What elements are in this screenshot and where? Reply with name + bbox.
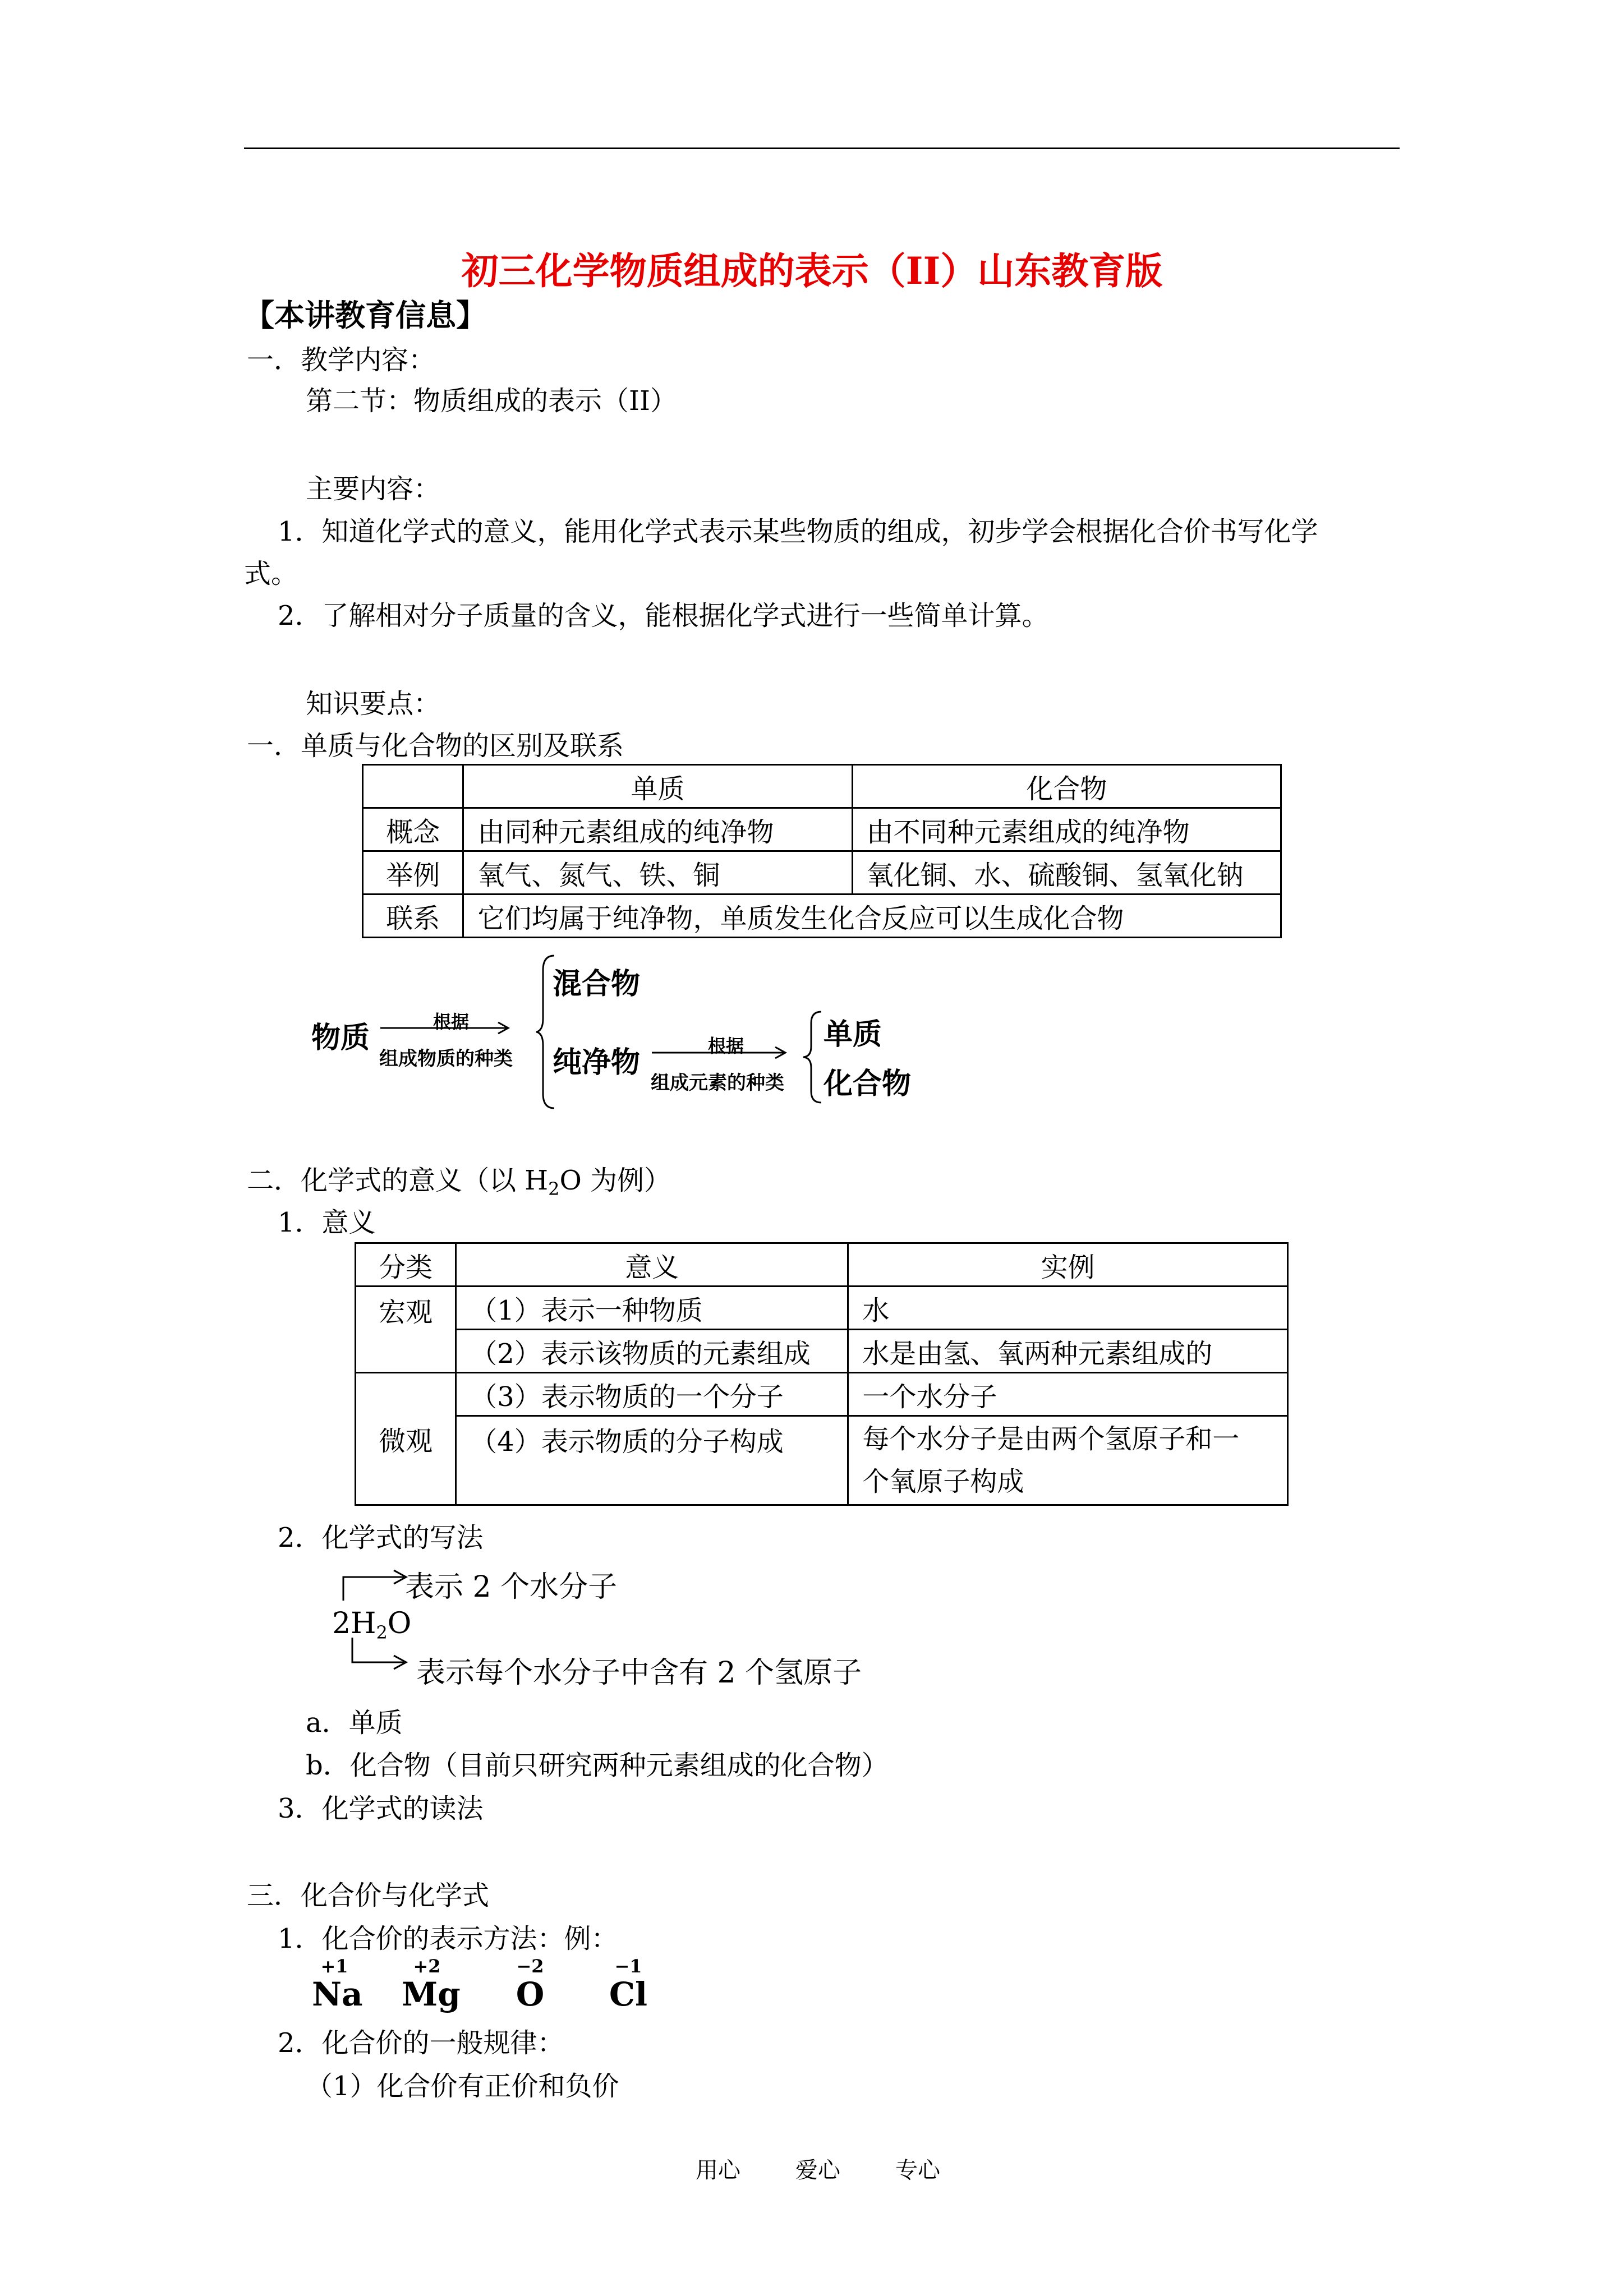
table-header: 分类	[356, 1243, 456, 1287]
table-cell: 水	[848, 1287, 1288, 1330]
table-cell: 水是由氢、氧两种元素组成的	[848, 1330, 1288, 1373]
valence-rule-1: （1）化合价有正价和负价	[306, 2071, 619, 2102]
category-micro: 微观	[356, 1373, 456, 1505]
reading-subheading: 3．化学式的读法	[278, 1793, 484, 1824]
section-title: 第二节：物质组成的表示（II）	[306, 385, 677, 417]
table-row	[363, 895, 1281, 938]
diagram-element: 单质	[823, 1017, 882, 1052]
header-rule	[244, 147, 1400, 149]
table-cell: （3）表示物质的一个分子	[456, 1373, 848, 1416]
category-macro: 宏观	[356, 1287, 456, 1373]
table-cell: 氧化铜、水、硫酸铜、氢氧化钠	[852, 851, 1281, 895]
valence-rules-subheading: 2．化合价的一般规律：	[278, 2027, 564, 2059]
writing-item-a: a．单质	[306, 1707, 403, 1739]
page-title: 初三化学物质组成的表示（II）山东教育版	[461, 249, 1163, 293]
content-item-2: 2．了解相对分子质量的含义，能根据化学式进行一些简单计算。	[278, 600, 1049, 631]
writing-item-b: b．化合物（目前只研究两种元素组成的化合物）	[306, 1750, 889, 1781]
section2-heading: 二．化学式的意义（以 $H_2O$ 为例）	[247, 1165, 671, 1200]
formula-meaning-table	[355, 1242, 1289, 1506]
info-heading: 【本讲教育信息】	[244, 297, 486, 333]
writing-subheading: 2．化学式的写法	[278, 1522, 484, 1553]
table-row	[363, 808, 1281, 851]
footer-text-1: 用心	[696, 2157, 740, 2183]
footer-text-3: 专心	[895, 2157, 940, 2183]
valence-item: −2 O	[516, 1956, 545, 2013]
arrow2-bottom-label: 组成元素的种类	[651, 1072, 784, 1094]
table-header: 实例	[848, 1243, 1288, 1287]
teaching-label: 一．教学内容：	[247, 344, 436, 376]
table-cell: （2）表示该物质的元素组成	[456, 1330, 848, 1373]
table-cell: （1）表示一种物质	[456, 1287, 848, 1330]
table-cell: 它们均属于纯净物，单质发生化合反应可以生成化合物	[463, 895, 1281, 938]
formula-note-1: 表示 2 个水分子	[405, 1570, 618, 1604]
valence-item: −1 Cl	[609, 1956, 648, 2013]
table-cell: 由不同种元素组成的纯净物	[852, 808, 1281, 851]
table-cell: （4）表示物质的分子构成	[456, 1416, 848, 1505]
brace-icon	[801, 1009, 823, 1105]
main-content-label: 主要内容：	[306, 473, 441, 505]
table-header: 化合物	[852, 765, 1281, 808]
section3-heading: 三．化合价与化学式	[247, 1880, 490, 1911]
diagram-compound: 化合物	[823, 1067, 912, 1101]
table-header: 单质	[463, 765, 852, 808]
table-cell: 一个水分子	[848, 1373, 1288, 1416]
section1-heading: 一．单质与化合物的区别及联系	[247, 730, 624, 762]
table-row	[356, 1373, 1288, 1416]
diagram-pure: 纯净物	[553, 1045, 641, 1080]
table-header: 意义	[456, 1243, 848, 1287]
table-row	[356, 1330, 1288, 1373]
row-label: 概念	[363, 808, 463, 851]
table-row	[356, 1287, 1288, 1330]
element-compound-table	[362, 764, 1282, 938]
valence-item: +1 Na	[312, 1956, 363, 2013]
arrow-right-icon	[651, 1044, 791, 1061]
valence-subheading: 1．化合价的表示方法：例：	[278, 1923, 618, 1954]
footer-text-2: 爱心	[795, 2157, 840, 2183]
valence-item: +2 Mg	[402, 1956, 461, 2013]
formula-2h2o: $2H_2O$	[332, 1607, 412, 1643]
diagram-matter: 物质	[311, 1021, 370, 1055]
table-row	[356, 1416, 1288, 1505]
row-label: 举例	[363, 851, 463, 895]
arrow-right-icon	[379, 1020, 514, 1036]
arrow1-bottom-label: 组成物质的种类	[379, 1048, 513, 1070]
table-row	[363, 851, 1281, 895]
diagram-mixture: 混合物	[553, 967, 641, 1001]
table-row	[356, 1243, 1288, 1287]
knowledge-label: 知识要点：	[306, 688, 441, 720]
table-cell: 每个水分子是由两个氢原子和一 个氧原子构成	[848, 1416, 1288, 1505]
row-label: 联系	[363, 895, 463, 938]
table-cell	[363, 765, 463, 808]
table-row	[363, 765, 1281, 808]
table-cell: 由同种元素组成的纯净物	[463, 808, 852, 851]
meaning-subheading: 1．意义	[278, 1207, 376, 1238]
content-item-1: 1．知道化学式的意义，能用化学式表示某些物质的组成，初步学会根据化合价书写化学	[278, 516, 1318, 547]
arrow1-top-label: 根据	[433, 1011, 470, 1032]
table-cell: 氧气、氮气、铁、铜	[463, 851, 852, 895]
formula-note-2: 表示每个水分子中含有 2 个氢原子	[416, 1656, 862, 1690]
arrow2-top-label: 根据	[708, 1035, 744, 1057]
content-item-1-cont: 式。	[244, 558, 298, 589]
